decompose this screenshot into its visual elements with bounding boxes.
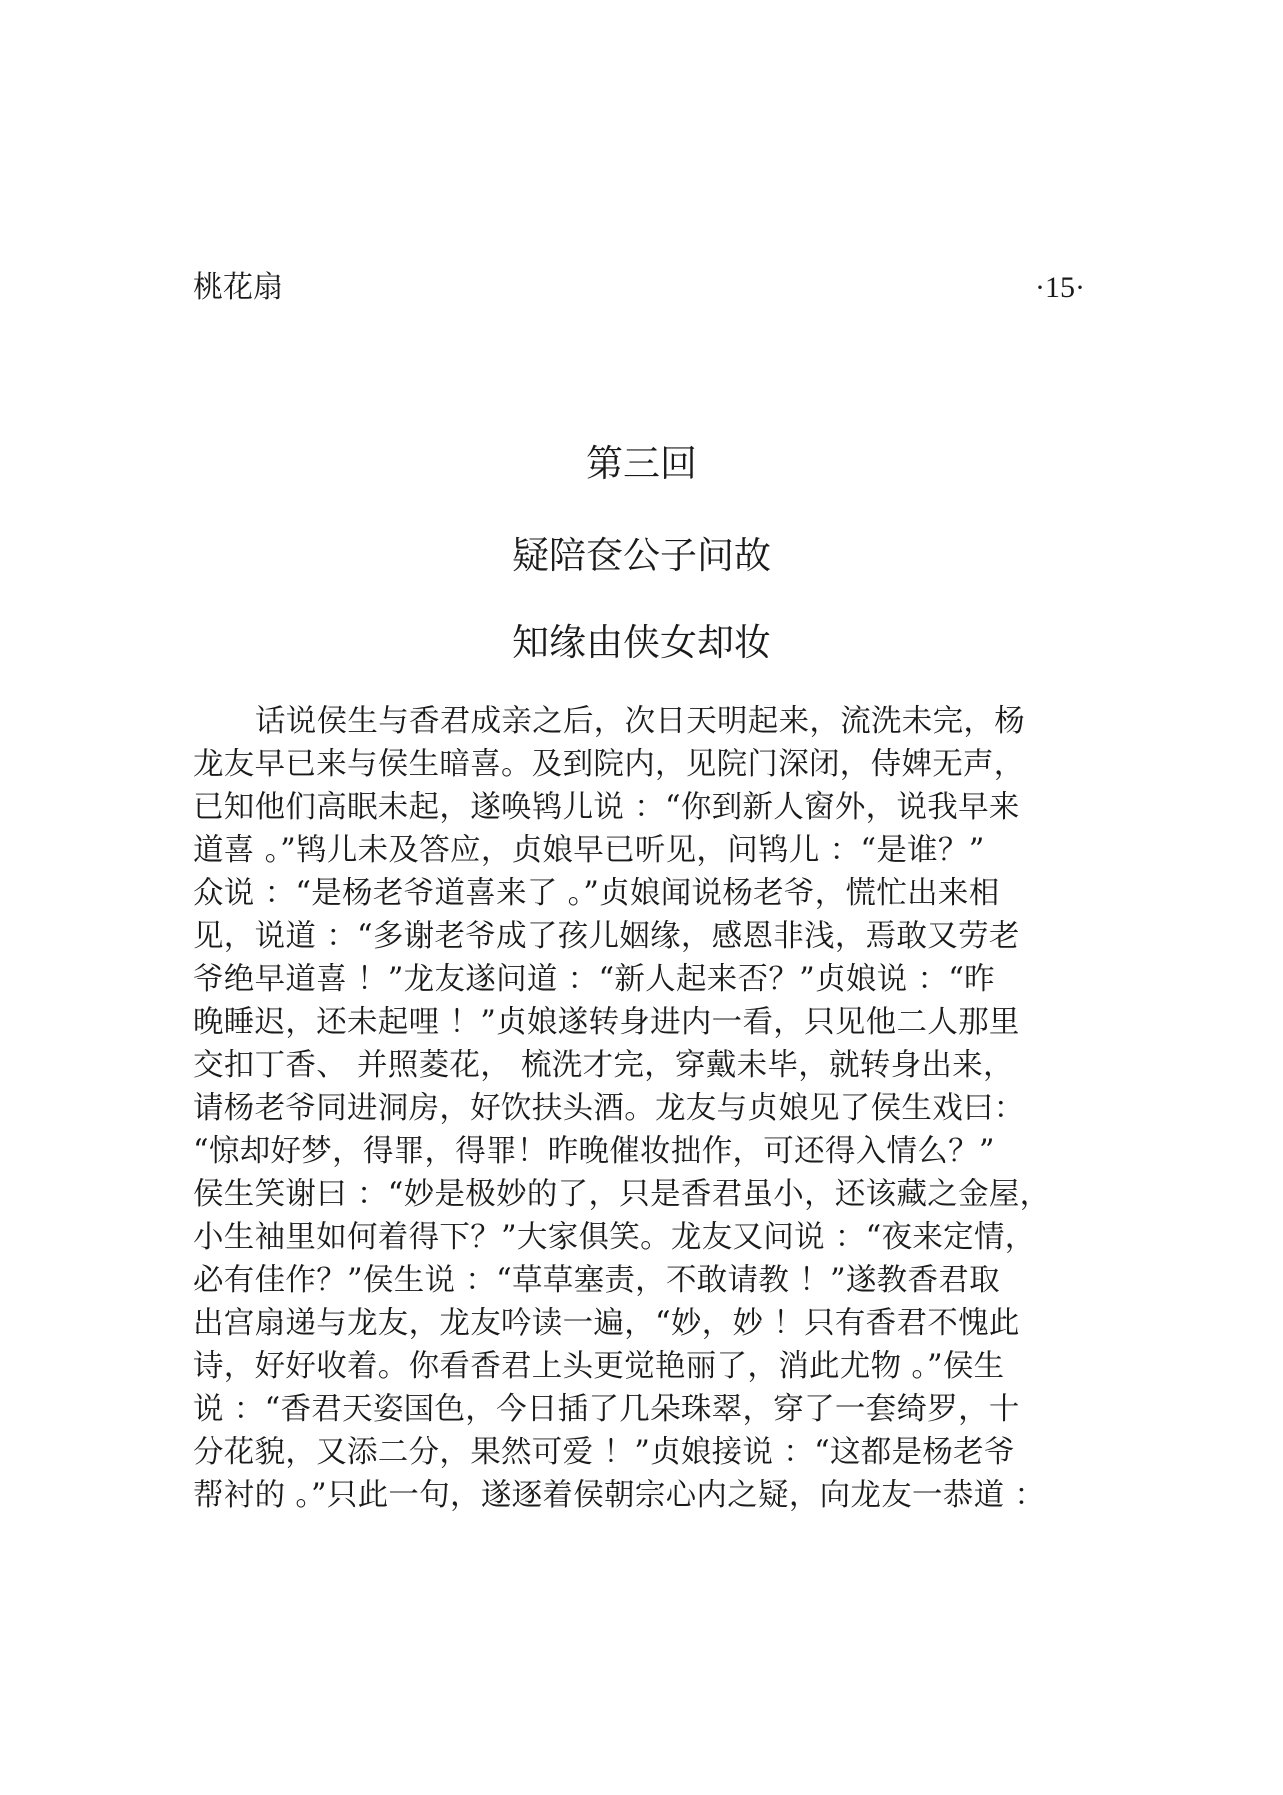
chapter-title-line-1: 疑陪奁公子问故 <box>512 533 771 577</box>
body-line: 侯生笑谢曰 ：“妙是极妙的了，只是香君虽小，还该藏之金屋， <box>193 1177 1051 1212</box>
body-line: 必有佳作？”侯生说 ：“草草塞责，不敢请教 ！”遂教香君取 <box>193 1263 1000 1298</box>
chapter-title-line-2: 知缘由侠女却妆 <box>512 620 771 664</box>
body-paragraph <box>193 700 1133 1517</box>
body-line: 已知他们高眠未起，遂唤鸨儿说 ：“你到新人窗外，说我早来 <box>193 790 1020 825</box>
chapter-number: 第三回 <box>586 441 697 485</box>
body-line: 小生袖里如何着得下？”大家俱笑。龙友又问说 ：“夜来定情， <box>193 1220 1036 1255</box>
page-number: ·15· <box>1035 271 1085 304</box>
body-line: 话说侯生与香君成亲之后，次日天明起来，流洗未完，杨 <box>255 704 1025 739</box>
body-line: 道喜 。”鸨儿未及答应，贞娘早已听见，问鸨儿 ：“是谁？” <box>193 833 985 868</box>
body-line: 龙友早已来与侯生暗喜。及到院内，见院门深闭，侍婢无声， <box>193 747 1025 782</box>
body-line: 交扣丁香、 并照菱花， 梳洗才完，穿戴未毕，就转身出来， <box>193 1048 1014 1083</box>
body-line: 帮衬的 。”只此一句，遂逐着侯朝宗心内之疑，向龙友一恭道 ： <box>193 1478 1046 1513</box>
body-line: 众说 ：“是杨老爷道喜来了 。”贞娘闻说杨老爷，慌忙出来相 <box>193 876 1000 911</box>
body-line: 晚睡迟，还未起哩 ！”贞娘遂转身进内一看，只见他二人那里 <box>193 1005 1020 1040</box>
body-line: 见，说道 ：“多谢老爷成了孩儿姻缘，感恩非浅，焉敢又劳老 <box>193 919 1020 954</box>
body-line: 爷绝早道喜 ！”龙友遂问道 ：“新人起来否？”贞娘说 ：“昨 <box>193 962 995 997</box>
body-line: 分花貌，又添二分，果然可爱 ！”贞娘接说 ：“这都是杨老爷 <box>193 1435 1015 1470</box>
body-line: 说 ：“香君天姿国色，今日插了几朵珠翠，穿了一套绮罗，十 <box>193 1392 1020 1427</box>
body-line: “惊却好梦，得罪，得罪！昨晚催妆拙作，可还得入情么？” <box>193 1134 995 1169</box>
body-line: 请杨老爷同进洞房，好饮扶头酒。龙友与贞娘见了侯生戏曰： <box>193 1091 1025 1126</box>
body-line: 出宫扇递与龙友，龙友吟读一遍，“妙，妙 ！只有香君不愧此 <box>193 1306 1020 1341</box>
body-line: 诗，好好收着。你看香君上头更觉艳丽了，消此尤物 。”侯生 <box>193 1349 1005 1384</box>
running-header <box>193 268 1085 308</box>
book-title: 桃花扇 <box>193 270 283 305</box>
